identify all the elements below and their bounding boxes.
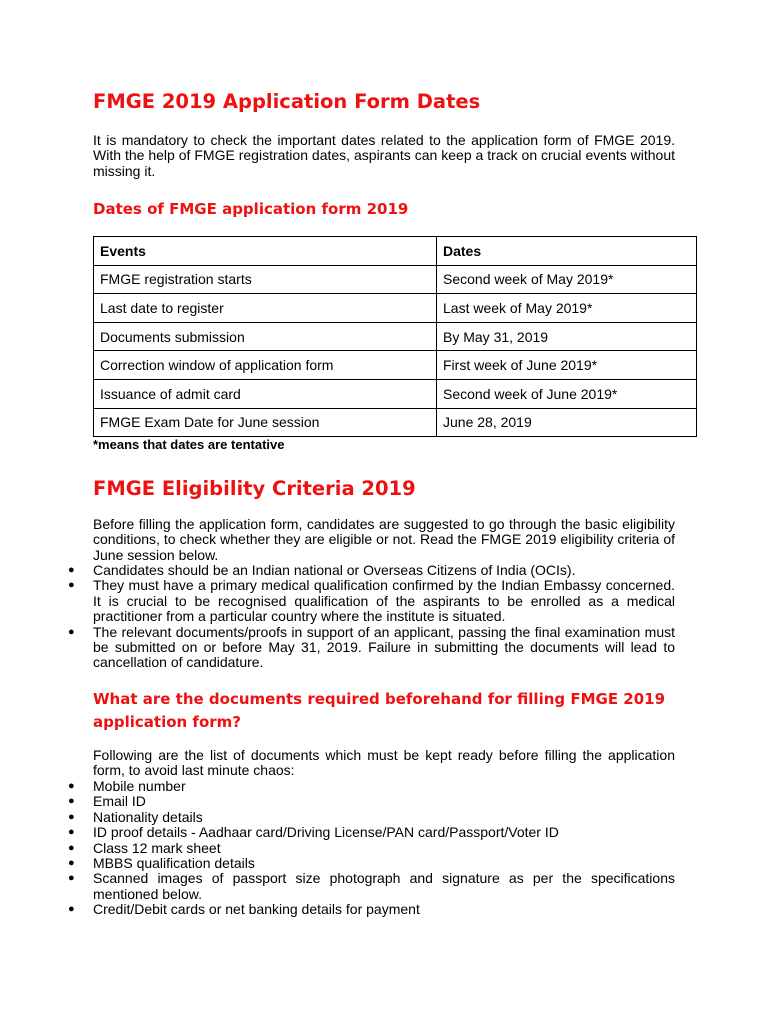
bullet-icon: ● <box>68 780 75 792</box>
table-cell-event: FMGE Exam Date for June session <box>94 408 437 437</box>
list-item <box>68 623 675 671</box>
table-row <box>94 294 697 323</box>
list-item <box>68 778 675 794</box>
list-item-text: Email ID <box>93 793 146 810</box>
list-item <box>68 870 675 902</box>
list-item <box>68 793 675 810</box>
bullet-icon: ● <box>68 564 75 576</box>
table-cell-date: Last week of May 2019* <box>437 294 697 323</box>
list-item-text: MBBS qualification details <box>93 855 255 872</box>
dates-table <box>93 236 697 437</box>
documents-intro <box>93 748 675 779</box>
list-item-text: ID proof details - Aadhaar card/Driving License/PAN card/Passport/Voter ID <box>93 824 559 841</box>
list-item-text: Mobile number <box>93 778 186 794</box>
eligibility-list <box>68 562 675 671</box>
bullet-icon: ● <box>68 810 75 823</box>
bullet-icon: ● <box>68 579 75 592</box>
table-cell-event: Documents submission <box>94 322 437 351</box>
bullet-icon: ● <box>68 857 75 870</box>
eligibility-intro-text: Before filling the application form, candidates are suggested to go through the basic eligibility conditions, to check whether they are eligible or not. Read the FMGE 2019 eligibility criteria of June session below. <box>93 516 675 563</box>
intro-text: It is mandatory to check the important dates related to the application form of FMGE 2019. With the help of FMGE registration dates, aspirants can keep a track on crucial events without missing it. <box>93 132 675 179</box>
table-row <box>94 351 697 380</box>
eligibility-intro <box>93 517 675 563</box>
documents-heading: What are the documents required beforehand for filling FMGE 2019 application form? <box>93 690 666 731</box>
table-cell-date: First week of June 2019* <box>437 351 697 380</box>
table-header-row <box>94 237 697 266</box>
list-item-text: Class 12 mark sheet <box>93 839 221 856</box>
list-item <box>68 577 675 625</box>
table-cell-date: Second week of May 2019* <box>437 265 697 294</box>
list-item <box>68 839 675 856</box>
list-item-text: They must have a primary medical qualification confirmed by the Indian Embassy concerned. It is crucial to be recognised qualification of the aspirants to be enrolled as a medical practitioner from a particular country where the institute is situated. <box>93 577 675 625</box>
main-heading: FMGE 2019 Application Form Dates <box>93 90 481 113</box>
table-cell-event: Correction window of application form <box>94 351 437 380</box>
table-cell-date: Second week of June 2019* <box>437 379 697 408</box>
table-cell-event: Last date to register <box>94 294 437 323</box>
bullet-icon: ● <box>68 872 75 885</box>
bullet-icon: ● <box>68 841 75 854</box>
list-item <box>68 901 675 918</box>
table-row <box>94 265 697 294</box>
table-row <box>94 322 697 351</box>
bullet-icon: ● <box>68 903 75 916</box>
list-item-text: Candidates should be an Indian national or Overseas Citizens of India (OCIs). <box>93 562 576 578</box>
list-item <box>68 855 675 872</box>
table-header-events: Events <box>94 237 437 266</box>
documents-list <box>68 778 675 918</box>
bullet-icon: ● <box>68 625 75 638</box>
table-cell-event: Issuance of admit card <box>94 379 437 408</box>
eligibility-heading: FMGE Eligibility Criteria 2019 <box>93 477 416 500</box>
bullet-icon: ● <box>68 826 75 839</box>
tentative-note: *means that dates are tentative <box>93 437 285 452</box>
documents-intro-text: Following are the list of documents which must be kept ready before filling the application form, to avoid last minute chaos: <box>93 747 675 779</box>
table-row <box>94 379 697 408</box>
list-item <box>68 824 675 841</box>
list-item-text: Scanned images of passport size photograph and signature as per the specifications mentioned below. <box>93 870 675 902</box>
table-cell-date: June 28, 2019 <box>437 408 697 437</box>
list-item-text: Nationality details <box>93 808 203 825</box>
table-cell-event: FMGE registration starts <box>94 265 437 294</box>
list-item <box>68 562 675 578</box>
list-item <box>68 808 675 825</box>
list-item-text: Credit/Debit cards or net banking details for payment <box>93 901 420 918</box>
table-cell-date: By May 31, 2019 <box>437 322 697 351</box>
dates-heading: Dates of FMGE application form 2019 <box>93 200 409 218</box>
intro-paragraph <box>93 133 675 179</box>
table-header-dates: Dates <box>437 237 697 266</box>
bullet-icon: ● <box>68 795 75 808</box>
table-row <box>94 408 697 437</box>
list-item-text: The relevant documents/proofs in support of an applicant, passing the final examination must be submitted on or before May 31, 2019. Failure in submitting the documents will lead to cancellation of candidature. <box>93 623 675 671</box>
